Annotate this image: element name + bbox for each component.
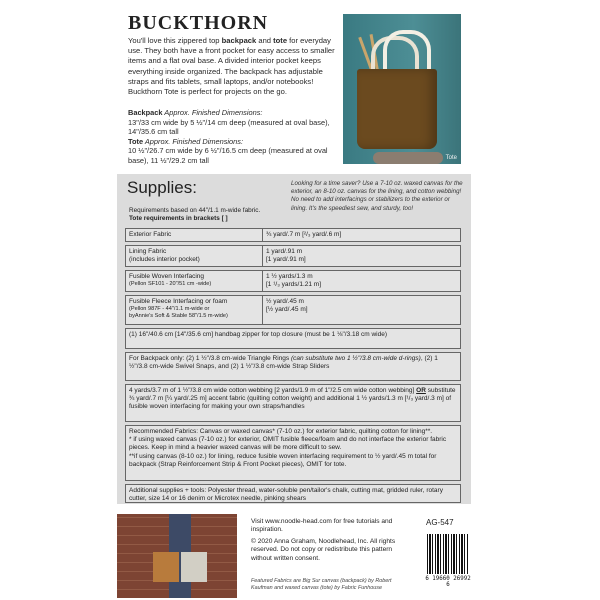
supply-row-exterior: Exterior Fabric ¾ yard/.7 m [²/₃ yard/.6 m] (125, 228, 461, 242)
website-note: Visit www.noodle-head.com for free tutorials and inspiration. (251, 518, 393, 534)
requirements-note: Requirements based on 44"/1.1 m-wide fabric. Tote requirements in brackets [ ] (129, 207, 261, 222)
finished-dimensions: Backpack Approx. Finished Dimensions: 13"/33 cm wide by 5 ½"/14 cm deep (measured at oval base), 14"/35.6 cm tall Tote Approx. Finished Dimensions: 10 ½"/26.7 cm wide by 6 ½"/16.5 cm deep (measured at oval base), 11 ½"/29.2 cm tall (128, 108, 338, 166)
barcode-number: 6 19660 26992 6 (425, 576, 471, 588)
backpack-dimensions: 13"/33 cm wide by 5 ½"/14 cm deep (measured at oval base), 14"/35.6 cm tall (128, 117, 330, 137)
supply-hardware: For Backpack only: (2) 1 ½"/3.8 cm-wide Triangle Rings (can substitute two 1 ½"/3.8 cm-wide d-rings), (2) 1 ½"/3.8 cm-wide Swivel Snaps, and (2) 1 ½"/3.8 cm-wide Strap Sliders (125, 352, 461, 381)
supply-webbing: 4 yards/3.7 m of 1 ½"/3.8 cm wide cotton webbing [2 yards/1.9 m of 1"/2.5 cm wide cotton webbing] OR substitute ¾ yard/.7 m [¼ yard/.25 m] accent fabric (quilting cotton weight) and additional 1 ½ yards/1.3 m [¹/₃ yard/.3 m] of fusible woven interfacing for making your own straps/handles (125, 384, 461, 422)
footer-section (0, 508, 600, 600)
photo-caption: Tote (445, 155, 457, 161)
featured-fabrics-note: Featured Fabrics are Big Sur canvas (backpack) by Robert Kaufman and waxed canvas (tote) by Fabric Funhouse (251, 578, 392, 591)
supply-row-fleece-interfacing: Fusible Fleece Interfacing or foam (Pellon 987F - 44"/1.1 m-wide or byAnnie's Soft & Stable 58"/1.5 m-wide) ½ yard/.45 m [½ yard/.45 m] (125, 295, 461, 325)
supply-row-lining: Lining Fabric (includes interior pocket) 1 yard/.91 m [1 yard/.91 m] (125, 245, 461, 267)
barcode (423, 530, 473, 588)
copyright-note: © 2020 Anna Graham, Noodlehead, Inc. All rights reserved. Do not copy or redistribute this pattern without written consent. (251, 538, 396, 562)
time-saver-note: Looking for a time saver? Use a 7-10 oz. waxed canvas for the exterior, an 8-10 oz. canvas for the lining, and cotton webbing! No need to add interfacings or stabilizers to the exterior or lining. It's the speediest sew, and sturdy, too! (291, 180, 463, 212)
pattern-code: AG-547 (426, 518, 454, 527)
intro-section (0, 0, 600, 172)
supplies-heading: Supplies: (127, 178, 197, 197)
supply-recommended-fabrics: Recommended Fabrics: Canvas or waxed canvas* (7-10 oz.) for exterior fabric, quilting cotton for lining**. * if using waxed canvas (7-10 oz.) for exterior, OMIT fusible fleece/foam and do not interface the exterior fabric pieces. Keep in mind a heavier waxed canvas will be more difficult to sew. **if using canvas (8-10 oz.) for lining, reduce fusible woven interfacing requirement to ½ yard/.45 m total for backpack (Strap Reinforcement Strip & Front Pocket pieces), OMIT for tote. (125, 425, 461, 481)
supply-zipper: (1) 16"/40.6 cm [14"/35.6 cm] handbag zipper for top closure (must be 1 ⅛"/3.18 cm wide) (125, 328, 461, 349)
pattern-title: BUCKTHORN (128, 12, 269, 34)
supply-additional-tools: Additional supplies + tools: Polyester thread, water-soluble pen/tailor's chalk, cutting mat, gridded ruler, rotary cutter, size 14 or 16 denim or Microtex needle, pinking shears (125, 484, 461, 503)
intro-paragraph: You'll love this zippered top backpack and tote for everyday use. They both have a front pocket for easy access to smaller items and a flat oval base. A divided interior pocket keeps everything inside organized. The backpack has adjustable straps and fits tablets, small laptops, and/or notebooks! Buckthorn Tote is perfect for projects on the go. (128, 36, 335, 97)
supplies-panel (117, 174, 471, 504)
tote-photo (343, 14, 461, 164)
supply-row-woven-interfacing: Fusible Woven Interfacing (Pellon SF101 - 20"/51 cm -wide) 1 ½ yards/1.3 m [1 ¹/₃ yards/1.21 m] (125, 270, 461, 292)
model-photo (117, 514, 237, 598)
barcode-bars (427, 534, 469, 574)
tote-dimensions: 10 ½"/26.7 cm wide by 6 ½"/16.5 cm deep (measured at oval base), 11 ½"/29.2 cm tall (128, 146, 328, 165)
